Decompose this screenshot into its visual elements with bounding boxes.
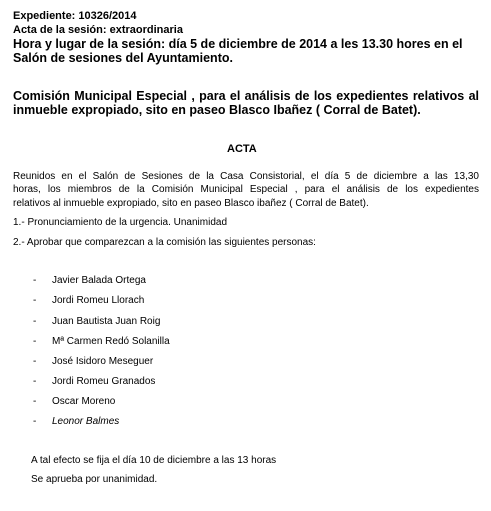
commission-title-line1: Comisión Municipal Especial , para el análisis de los expedientes relativos al [13,89,479,103]
list-dash: - [33,416,37,427]
person-name: Leonor Balmes [52,416,120,427]
agenda-item-1: 1.- Pronunciamiento de la urgencia. Unanimidad [13,217,228,228]
person-name: Jordi Romeu Granados [52,376,156,387]
list-dash: - [33,295,37,306]
list-dash: - [33,396,37,407]
person-name: Javier Balada Ortega [52,275,146,286]
person-name: Oscar Moreno [52,396,116,407]
expediente-number: Expediente: 10326/2014 [13,10,137,22]
intro-line2: horas, los miembros de la Comisión Municipal Especial , para el análisis de los expedientes [13,184,479,195]
intro-line3: relativos al inmueble expropiado, sito en paseo Blasco ibañez ( Corral de Batet). [13,198,369,209]
list-dash: - [33,356,37,367]
list-dash: - [33,336,37,347]
session-time-place-line2: Salón de sesiones del Ayuntamiento. [13,51,233,65]
intro-line1: Reunidos en el Salón de Sesiones de la Casa Consistorial, el día 5 de diciembre a las 13,30 [13,171,479,182]
person-name: Mª Carmen Redó Solanilla [52,336,170,347]
closing-line1: A tal efecto se fija el día 10 de diciembre a las 13 horas [31,455,277,466]
acta-heading: ACTA [227,143,257,155]
person-name: Jordi Romeu Llorach [52,295,145,306]
session-type: Acta de la sesión: extraordinaria [13,24,183,36]
list-dash: - [33,316,37,327]
commission-title-line2: inmueble expropiado, sito en paseo Blasco Ibañez ( Corral de Batet). [13,103,421,117]
list-dash: - [33,376,37,387]
agenda-item-2: 2.- Aprobar que comparezcan a la comisión las siguientes personas: [13,237,316,248]
session-time-place-line1: Hora y lugar de la sesión: día 5 de diciembre de 2014 a les 13.30 hores en el [13,37,463,51]
list-dash: - [33,275,37,286]
closing-line2: Se aprueba por unanimidad. [31,474,158,485]
person-name: José Isidoro Meseguer [52,356,154,367]
person-name: Juan Bautista Juan Roig [52,316,161,327]
